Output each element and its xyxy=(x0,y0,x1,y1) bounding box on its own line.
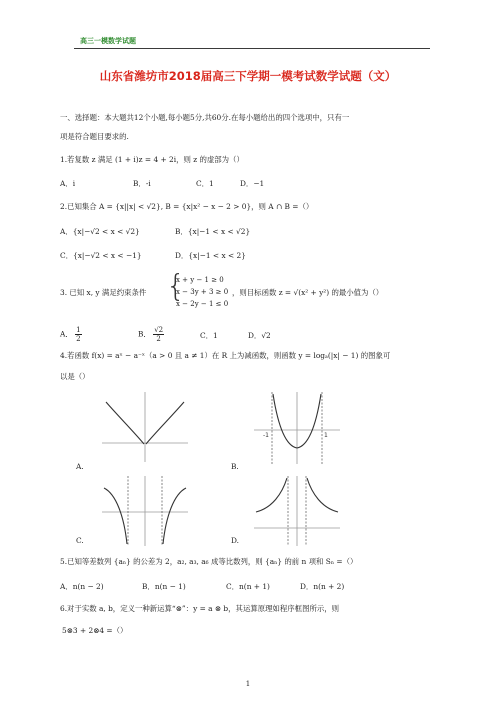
graph-b-right-label: 1 xyxy=(324,432,328,439)
q4-option-c: C. xyxy=(76,536,84,545)
constraint-1: x + y − 1 ≥ 0 xyxy=(176,276,224,284)
graph-b-left-label: -1 xyxy=(263,432,269,439)
q1-option-d: D．−1 xyxy=(240,179,265,188)
constraint-brace: { xyxy=(166,269,186,304)
question-2-stem: 2.已知集合 A = {x||x| < √2}, B = {x|x² − x − 2 > 0}，则 A ∩ B =（） xyxy=(60,202,314,211)
constraint-3: x − 2y − 1 ≤ 0 xyxy=(176,300,229,308)
q3-option-b-fraction xyxy=(153,326,164,343)
q5-option-d: D．n(n + 2) xyxy=(300,582,345,591)
question-1-stem: 1.若复数 z 满足 (1 + i)z = 4 + 2i，则 z 的虚部为（） xyxy=(60,155,244,164)
q5-option-b: B．n(n − 1) xyxy=(142,582,186,591)
q2-option-c: C．{x|−√2 < x < −1} xyxy=(60,251,142,260)
question-3-suffix: ，则目标函数 z = √(x² + y²) 的最小值为（） xyxy=(232,288,384,297)
q3-option-b-numerator: √2 xyxy=(154,326,164,334)
graph-b xyxy=(250,388,344,468)
header-divider xyxy=(74,48,430,49)
page-title: 山东省潍坊市2018届高三下学期一模考试数学试题（文） xyxy=(99,69,397,83)
q4-option-b: B. xyxy=(231,462,239,471)
q3-option-a-denominator: 2 xyxy=(76,335,81,343)
question-6-line-1: 6.对于实数 a, b，定义一种新运算“⊗”：y = a ⊗ b，其运算原理如程序框图所示，则 xyxy=(60,604,340,613)
q3-option-a-label: A． xyxy=(60,329,73,339)
question-3-prefix: 3. 已知 x, y 满足约束条件 xyxy=(60,288,147,297)
question-5-stem: 5.已知等差数列 {aₙ} 的公差为 2，a₂, a₃, a₆ 成等比数列，则 {aₙ} 的前 n 项和 Sₙ =（） xyxy=(60,557,358,566)
q2-option-a: A．{x|−√2 < x < √2} xyxy=(60,227,140,236)
q2-option-d: D．{x|−1 < x < 2} xyxy=(175,251,246,260)
q3-option-c: C．1 xyxy=(200,331,218,340)
question-4-line-1: 4.若函数 f(x) = aˣ − a⁻ˣ（a > 0 且 a ≠ 1）在 R 上为减函数，则函数 y = logₐ(|x| − 1) 的图象可 xyxy=(60,351,391,360)
q3-option-a-numerator: 1 xyxy=(76,326,81,334)
q3-option-b-label: B． xyxy=(138,329,151,339)
section-intro-line-1: 一、选择题：本大题共12个小题,每小题5分,共60分.在每小题给出的四个选项中，只有一 xyxy=(60,113,350,122)
q3-option-d: D．√2 xyxy=(248,331,271,340)
question-4-line-2: 以是（） xyxy=(60,372,90,381)
q1-option-a: A．i xyxy=(60,179,76,188)
q3-option-b-denominator: 2 xyxy=(156,335,161,343)
q3-option-a-fraction xyxy=(75,326,81,343)
q5-option-c: C．n(n + 1) xyxy=(226,582,270,591)
q3-option-a xyxy=(60,326,82,343)
q2-option-b: B．{x|−1 < x < √2} xyxy=(175,227,251,236)
q1-option-c: C．1 xyxy=(196,179,214,188)
graph-d xyxy=(250,472,344,548)
q4-option-a: A. xyxy=(76,462,84,471)
doc-header-label: 高三一模数学试题 xyxy=(80,37,136,45)
page-number: 1 xyxy=(245,680,251,688)
q5-option-a: A．n(n − 2) xyxy=(60,582,104,591)
q1-option-b: B．-i xyxy=(133,179,151,188)
q3-option-b xyxy=(138,326,164,343)
constraint-2: x − 3y + 3 ≥ 0 xyxy=(176,288,229,296)
section-intro-line-2: 项是符合题目要求的. xyxy=(60,132,129,141)
question-6-line-2: 5⊗3 + 2⊗4 =（） xyxy=(62,626,128,635)
graph-a xyxy=(98,388,192,466)
graph-c xyxy=(98,472,192,548)
q4-option-d: D. xyxy=(231,536,240,545)
